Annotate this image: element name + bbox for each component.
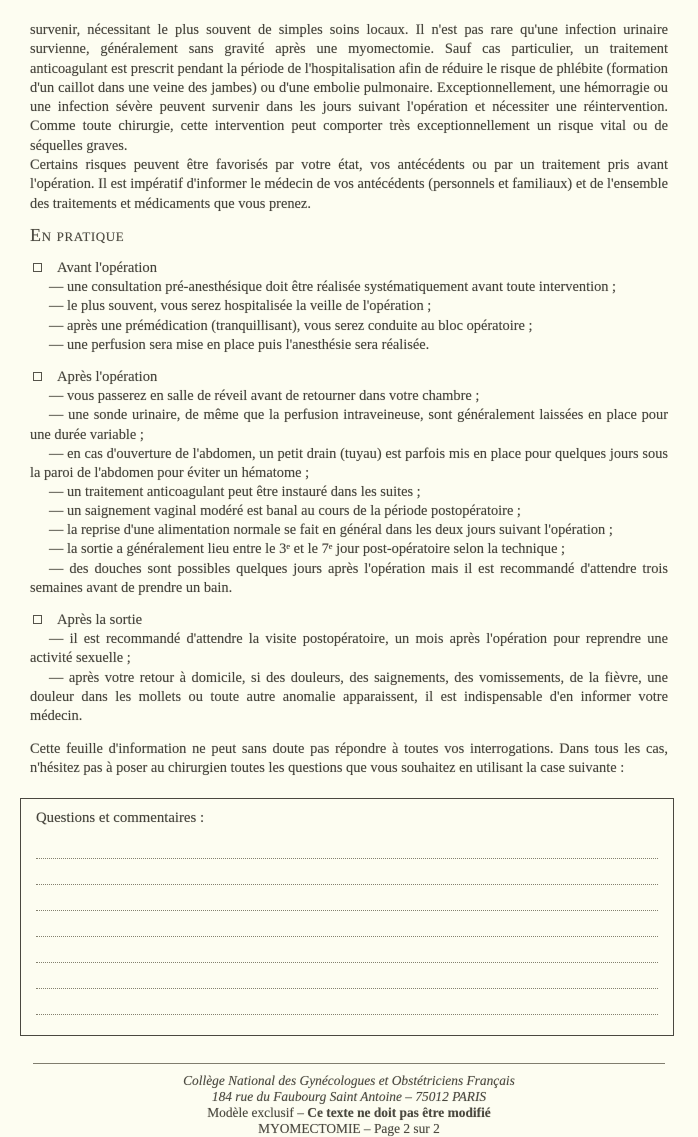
list-item: — une consultation pré-anesthésique doit être réalisée systématiquement avant toute intervention ; — [49, 279, 617, 296]
dotted-writing-line — [36, 963, 658, 989]
questions-comments-box — [20, 798, 674, 1036]
dotted-writing-line — [36, 885, 658, 911]
square-bullet-icon — [33, 263, 42, 272]
list-item: — après votre retour à domicile, si des douleurs, des saignements, des vomissements, de la fièvre, une douleur dans les mollets ou toute autre anomalie apparaissent, il est indispensable d'en informer votre médecin. — [30, 669, 668, 724]
footer-notice — [30, 1105, 668, 1121]
footer-organization: Collège National des Gynécologues et Obstétriciens Français — [183, 1072, 515, 1088]
list-item: — un saignement vaginal modéré est banal au cours de la période postopératoire ; — [49, 503, 521, 520]
square-bullet-icon — [33, 615, 42, 624]
dotted-writing-line — [36, 989, 658, 1015]
footer-divider — [33, 1063, 665, 1064]
intro-paragraph-advice: Certains risques peuvent être favorisés par votre état, vos antécédents ou par un traitement pris avant l'opération. Il est impératif d'informer le médecin de vos antécédents (personnels et familiaux) et de l'ensemble des traitements et médicaments que vous prenez. — [30, 157, 668, 212]
questions-box-label: Questions et commentaires : — [36, 809, 205, 826]
list-item: — une sonde urinaire, de même que la perfusion intraveineuse, sont généralement laissées en place pour une durée variable ; — [30, 407, 668, 443]
subsection-title: Après l'opération — [57, 368, 158, 385]
list-item: — une perfusion sera mise en place puis l'anesthésie sera réalisée. — [49, 336, 430, 353]
subsection-avant-operation — [30, 259, 668, 355]
footer-page-info: MYOMECTOMIE – Page 2 sur 2 — [258, 1121, 440, 1137]
page-footer — [30, 1063, 668, 1137]
subsection-apres-sortie — [30, 611, 668, 726]
intro-paragraph-risks: survenir, nécessitant le plus souvent de simples soins locaux. Il n'est pas rare qu'une infection urinaire survienne, généralement sans gravité après une myomectomie. Sauf cas particulier, un traitement anticoagulant est prescrit pendant la période de l'hospitalisation afin de réduire le risque de phlébite (formation d'un caillot dans une veine des jambes) ou d'une embolie pulmonaire. Exceptionnellement, une hémorragie ou une infection sévère peuvent survenir dans les jours suivant l'opération et nécessiter une réintervention. Comme toute chirurgie, cette intervention peut comporter très exceptionnellement un risque vital ou de séquelles graves. — [30, 22, 668, 154]
dotted-writing-line — [36, 859, 658, 885]
list-item: — des douches sont possibles quelques jours après l'opération mais il est recommandé d'attendre trois semaines avant de prendre un bain. — [30, 560, 668, 596]
list-item: — la reprise d'une alimentation normale se fait en général dans les deux jours suivant l'opération ; — [49, 522, 613, 539]
subsection-title: Avant l'opération — [57, 259, 158, 276]
section-heading-en-pratique: En pratique — [30, 224, 125, 245]
list-item: — la sortie a généralement lieu entre le 3ᵉ et le 7ᵉ jour post-opératoire selon la technique ; — [49, 541, 566, 558]
list-item: — vous passerez en salle de réveil avant de retourner dans votre chambre ; — [49, 388, 480, 405]
subsection-header — [30, 611, 668, 630]
closing-paragraph: Cette feuille d'information ne peut sans doute pas répondre à toutes vos interrogations. Dans tous les cas, n'hésitez pas à poser au chirurgien toutes les questions que vous souhaitez en utilisant la case suivante : — [30, 740, 668, 777]
footer-notice-prefix: Modèle exclusif – — [207, 1104, 308, 1120]
dotted-writing-line — [36, 911, 658, 937]
list-item: — il est recommandé d'attendre la visite postopératoire, un mois après l'opération pour reprendre une activité sexuelle ; — [30, 631, 668, 667]
square-bullet-icon — [33, 372, 42, 381]
footer-notice-bold: Ce texte ne doit pas être modifié — [307, 1104, 491, 1120]
subsection-apres-operation — [30, 368, 668, 598]
subsection-header — [30, 368, 668, 387]
list-item: — le plus souvent, vous serez hospitalisée la veille de l'opération ; — [49, 298, 432, 315]
footer-address: 184 rue du Faubourg Saint Antoine – 75012 PARIS — [211, 1088, 487, 1104]
list-item: — un traitement anticoagulant peut être instauré dans les suites ; — [49, 483, 421, 500]
list-item: — après une prémédication (tranquillisant), vous serez conduite au bloc opératoire ; — [49, 317, 533, 334]
dotted-writing-line — [36, 833, 658, 859]
subsection-title: Après la sortie — [57, 611, 143, 628]
dotted-writing-line — [36, 937, 658, 963]
list-item: — en cas d'ouverture de l'abdomen, un petit drain (tuyau) est parfois mis en place pour quelques jours sous la paroi de l'abdomen pour éviter un hématome ; — [30, 445, 668, 481]
subsection-header — [30, 259, 668, 278]
